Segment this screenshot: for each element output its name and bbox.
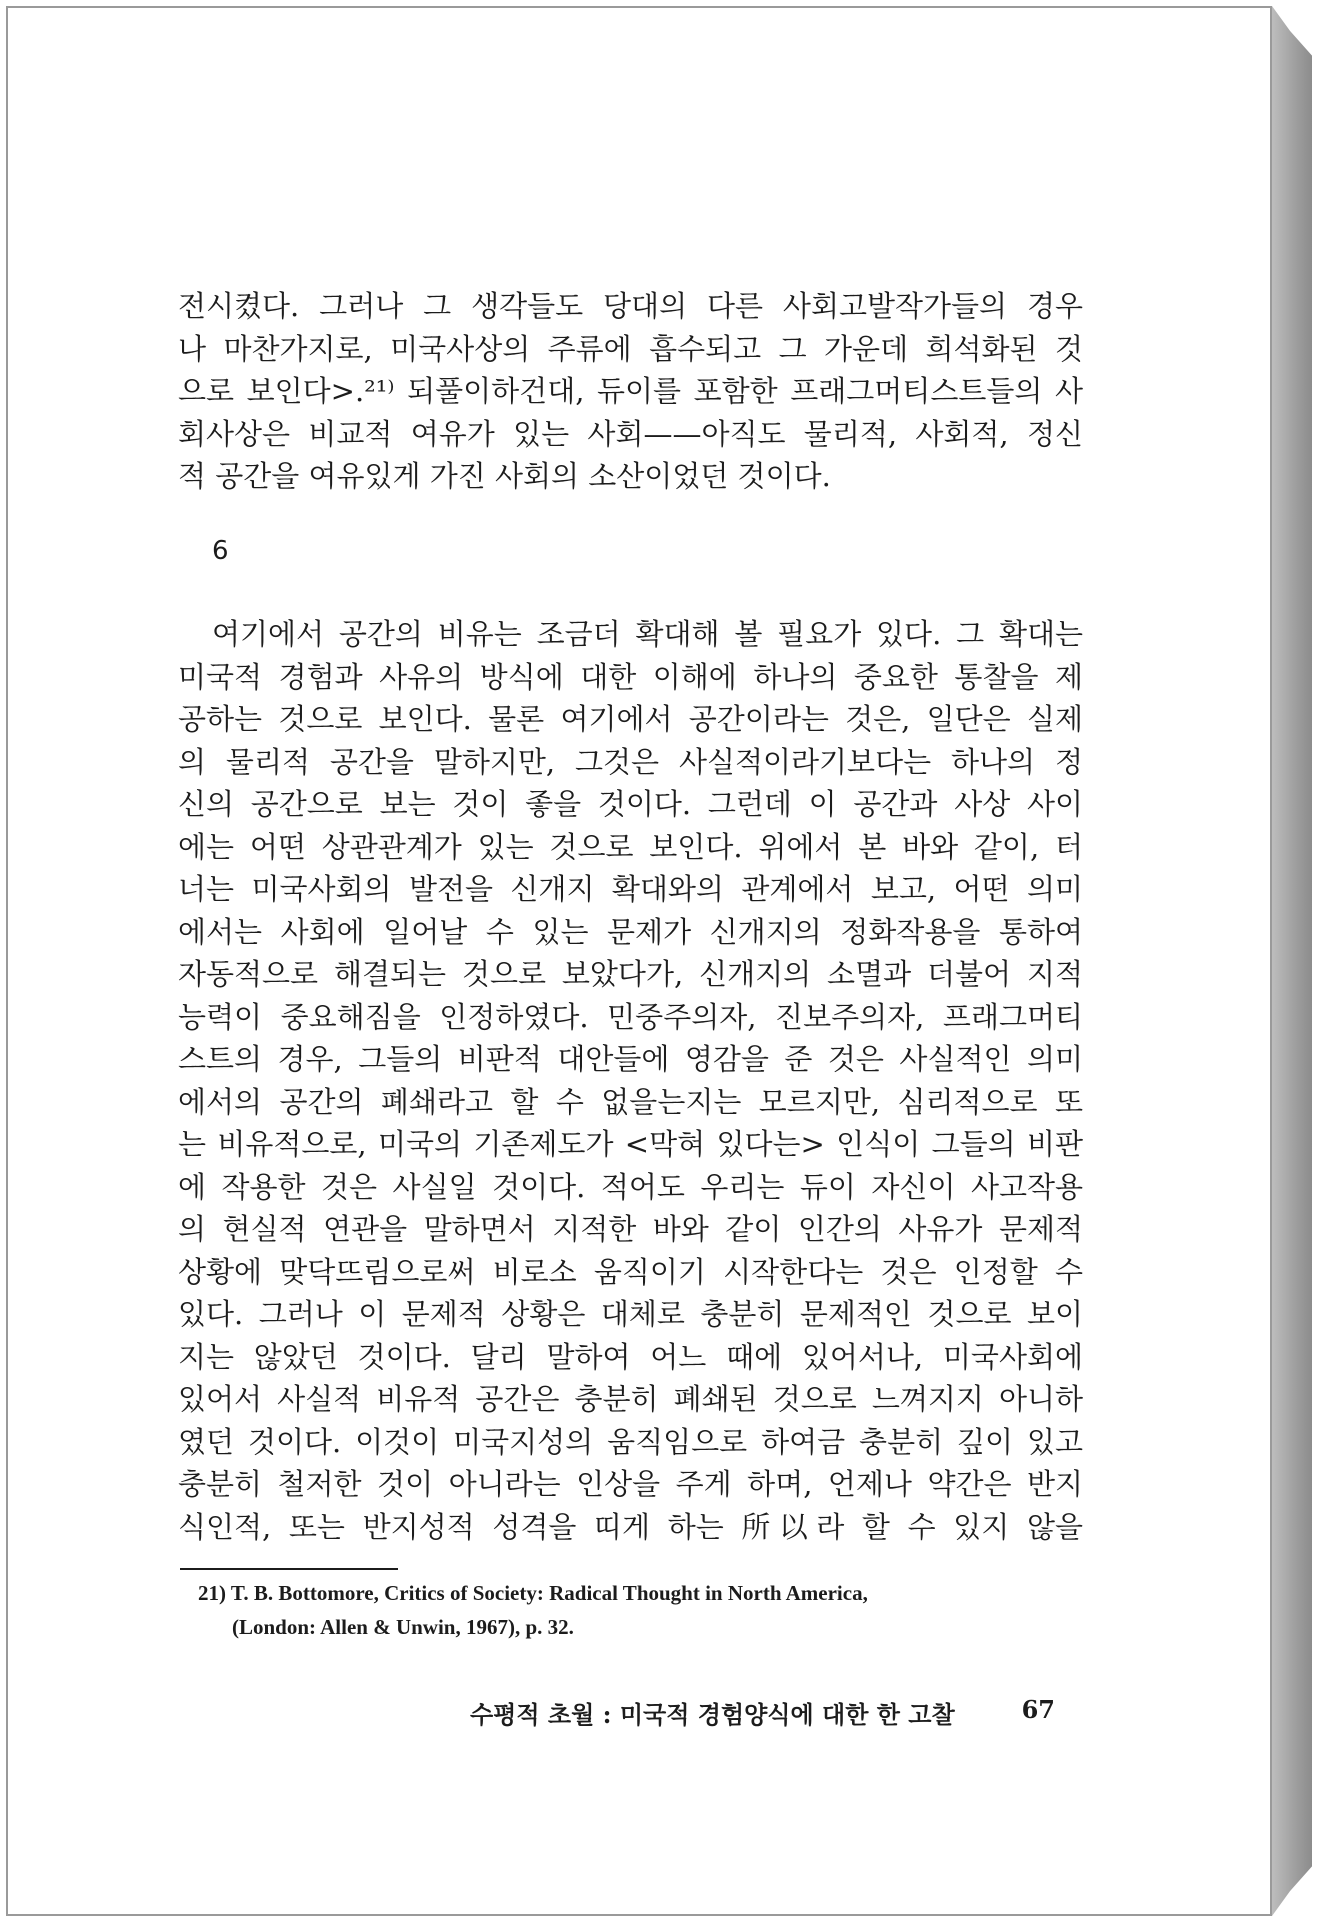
footnote-marker: 21) (198, 1581, 226, 1605)
text-line: 전시켰다. 그러나 그 생각들도 당대의 다른 사회고발작가들의 경우 (178, 289, 1083, 323)
text-line: 상황에 맞닥뜨림으로써 비로소 움직이기 시작한다는 것은 인정할 수 (178, 1254, 1083, 1289)
text-line: 있어서 사실적 비유적 공간은 충분히 폐쇄된 것으로 느껴지지 아니하 (178, 1382, 1083, 1416)
page-number: 67 (1021, 1695, 1055, 1724)
text-line: 적 공간을 여유있게 가진 사회의 소산이었던 것이다. (178, 459, 831, 493)
text-line: 여기에서 공간의 비유는 조금더 확대해 볼 필요가 있다. 그 확대는 (212, 617, 1083, 651)
section-number: 6 (212, 536, 229, 566)
page-stack-edge (1272, 6, 1312, 1916)
text-line: 에서는 사회에 일어날 수 있는 문제가 신개지의 정화작용을 통하여 (178, 914, 1083, 949)
running-footer-title: 수평적 초월 : 미국적 경험양식에 대한 한 고찰 (470, 1700, 955, 1729)
text-line: 미국적 경험과 사유의 방식에 대한 이해에 하나의 중요한 통찰을 제 (178, 659, 1083, 694)
text-line: 는 비유적으로, 미국의 기존제도가 <막혀 있다는> 인식이 그들의 비판 (178, 1127, 1083, 1161)
text-line: 나 마찬가지로, 미국사상의 주류에 흡수되고 그 가운데 희석화된 것 (178, 331, 1083, 366)
text-line: 지는 않았던 것이다. 달리 말하여 어느 때에 있어서나, 미국사회에 (178, 1339, 1083, 1374)
text-line: 으로 보인다>.²¹⁾ 되풀이하건대, 듀이를 포함한 프래그머티스트들의 사 (178, 374, 1083, 408)
footnote-line (198, 1576, 868, 1610)
text-line: 있다. 그러나 이 문제적 상황은 대체로 충분히 문제적인 것으로 보이 (178, 1297, 1083, 1331)
text-line: 능력이 중요해짐을 인정하였다. 민중주의자, 진보주의자, 프래그머티 (178, 999, 1083, 1034)
text-line: 에 작용한 것은 사실일 것이다. 적어도 우리는 듀이 자신이 사고작용 (178, 1169, 1083, 1204)
running-footer (470, 1695, 1055, 1730)
text-line: 의 현실적 연관을 말하면서 지적한 바와 같이 인간의 사유가 문제적 (178, 1212, 1083, 1246)
text-line: 너는 미국사회의 발전을 신개지 확대와의 관계에서 보고, 어떤 의미 (178, 872, 1083, 906)
text-line: 의 물리적 공간을 말하지만, 그것은 사실적이라기보다는 하나의 정 (178, 744, 1083, 779)
text-line: 신의 공간으로 보는 것이 좋을 것이다. 그런데 이 공간과 사상 사이 (178, 787, 1083, 821)
text-line: 였던 것이다. 이것이 미국지성의 움직임으로 하여금 충분히 깊이 있고 (178, 1424, 1083, 1459)
text-line: 에는 어떤 상관관계가 있는 것으로 보인다. 위에서 본 바와 같이, 터 (178, 829, 1083, 864)
text-line: 스트의 경우, 그들의 비판적 대안들에 영감을 준 것은 사실적인 의미 (178, 1042, 1083, 1076)
text-line: 회사상은 비교적 여유가 있는 사회——아직도 물리적, 사회적, 정신 (178, 416, 1083, 451)
text-line: 식인적, 또는 반지성적 성격을 띠게 하는 所以라 할 수 있지 않을 (178, 1509, 1083, 1544)
footnote-line-continued: (London: Allen & Unwin, 1967), p. 32. (232, 1615, 574, 1639)
footnote-divider (180, 1568, 398, 1570)
text-line: 에서의 공간의 폐쇄라고 할 수 없을는지는 모르지만, 심리적으로 또 (178, 1084, 1083, 1119)
paragraph-1 (178, 285, 1083, 498)
text-line: 자동적으로 해결되는 것으로 보았다가, 신개지의 소멸과 더불어 지적 (178, 957, 1083, 991)
text-line: 충분히 철저한 것이 아니라는 인상을 주게 하며, 언제나 약간은 반지 (178, 1467, 1083, 1501)
footnote-citation: T. B. Bottomore, Critics of Society: Radical Thought in North America, (230, 1581, 868, 1605)
text-line: 공하는 것으로 보인다. 물론 여기에서 공간이라는 것은, 일단은 실제 (178, 702, 1083, 736)
footnote (198, 1576, 868, 1644)
paragraph-2 (178, 613, 1083, 1548)
